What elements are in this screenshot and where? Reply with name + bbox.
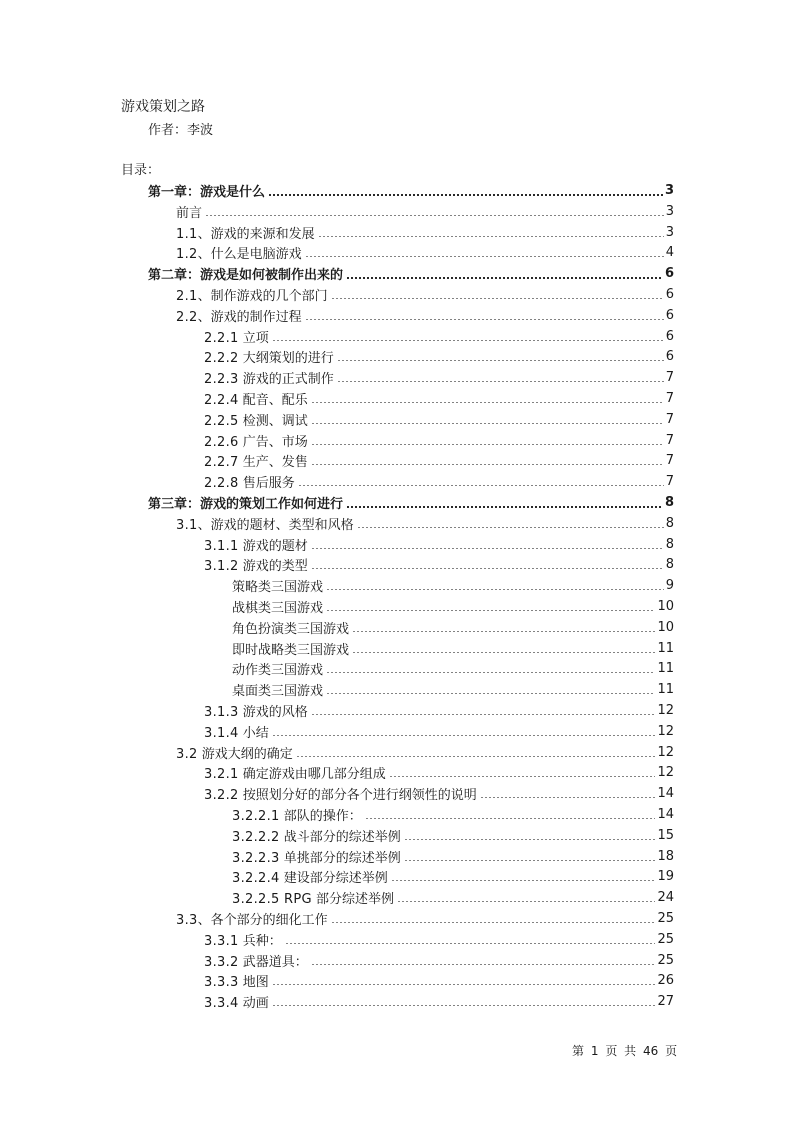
toc-entry-label: 配音、配乐 — [238, 392, 308, 408]
toc-entry[interactable] — [176, 742, 674, 762]
toc-entry[interactable] — [204, 450, 674, 470]
dot-leader — [272, 970, 656, 990]
toc-entry-page-number: 11 — [657, 681, 674, 697]
toc-entry-number: 3.1.1 — [204, 538, 239, 554]
toc-entry-page-number: 8 — [665, 515, 674, 531]
toc-entry[interactable] — [232, 658, 674, 678]
toc-entry[interactable] — [232, 866, 674, 886]
dot-leader — [298, 471, 664, 491]
toc-entry-number: 2.2.4 — [204, 392, 239, 408]
toc-entry[interactable] — [232, 596, 674, 616]
dot-leader — [311, 409, 664, 429]
toc-entry-page-number: 24 — [657, 889, 674, 905]
toc-entry-page-number: 11 — [657, 660, 674, 676]
toc-entry-title — [176, 306, 305, 325]
dot-leader — [272, 326, 664, 346]
toc-entry-number: 2.2 — [176, 309, 198, 325]
toc-entry-title — [232, 805, 365, 824]
toc-entry[interactable] — [232, 575, 674, 595]
dot-leader — [318, 222, 664, 242]
dot-leader — [311, 534, 664, 554]
toc-entry-title — [232, 826, 404, 845]
toc-entry-number: 3.2.2.1 — [232, 808, 280, 824]
toc-heading: 目录： — [121, 163, 161, 178]
toc-entry-title — [204, 992, 272, 1011]
dot-leader — [311, 950, 656, 970]
toc-entry-page-number: 8 — [665, 556, 674, 572]
toc-entry-number: 3.2.2.5 RPG — [232, 891, 312, 907]
dot-leader — [311, 450, 664, 470]
dot-leader — [365, 804, 656, 824]
toc-entry[interactable] — [204, 783, 674, 803]
toc-entry-label: 第一章：游戏是什么 — [148, 184, 266, 200]
page-footer — [572, 1042, 677, 1059]
toc-entry[interactable] — [232, 846, 674, 866]
toc-entry-label: 游戏大纲的确定 — [197, 746, 293, 762]
toc-entry-label: 建设部分综述举例 — [279, 870, 388, 886]
dot-leader — [311, 554, 664, 574]
toc-entry-page-number: 12 — [657, 702, 674, 718]
toc-entry-page-number: 3 — [664, 182, 674, 198]
toc-entry-title — [204, 951, 311, 970]
toc-entry-title — [204, 722, 272, 741]
toc-entry-title — [232, 639, 352, 658]
toc-entry-label: 、游戏的来源和发展 — [197, 226, 315, 242]
toc-entry[interactable] — [204, 346, 674, 366]
dot-leader — [389, 762, 656, 782]
toc-entry-page-number: 19 — [657, 868, 674, 884]
toc-entry[interactable] — [204, 762, 674, 782]
toc-chapter-entry[interactable] — [148, 492, 674, 512]
document-author: 作者：李波 — [148, 123, 214, 138]
toc-entry-number: 3.1.2 — [204, 558, 239, 574]
toc-entry-number: 3.2.2.3 — [232, 850, 280, 866]
toc-entry[interactable] — [204, 929, 674, 949]
toc-entry[interactable] — [232, 617, 674, 637]
toc-entry-label: 确定游戏由哪几部分组成 — [238, 766, 386, 782]
dot-leader — [337, 346, 664, 366]
dot-leader — [326, 679, 655, 699]
toc-entry-label: 生产、发售 — [238, 454, 308, 470]
toc-entry-title — [204, 763, 389, 782]
document-title: 游戏策划之路 — [121, 99, 205, 115]
dot-leader — [331, 908, 656, 928]
toc-entry[interactable] — [204, 554, 674, 574]
toc-entry-title — [204, 410, 311, 429]
toc-entry[interactable] — [232, 638, 674, 658]
toc-entry-label: 第二章：游戏是如何被制作出来的 — [148, 267, 344, 283]
dot-leader — [404, 825, 656, 845]
dot-leader — [346, 263, 663, 283]
toc-entry-title — [232, 618, 352, 637]
dot-leader — [268, 180, 663, 200]
toc-entry-page-number: 6 — [665, 307, 674, 323]
toc-entry-label: 地图 — [238, 974, 269, 990]
toc-entry-number: 3.3.1 — [204, 933, 239, 949]
toc-entry-label: 大纲策划的进行 — [238, 350, 334, 366]
dot-leader — [404, 846, 656, 866]
toc-entry[interactable] — [204, 430, 674, 450]
toc-entry-page-number: 3 — [665, 224, 674, 240]
toc-entry-label: 、各个部分的细化工作 — [197, 912, 328, 928]
toc-entry-title — [176, 743, 296, 762]
toc-entry-label: 售后服务 — [238, 475, 295, 491]
toc-entry-page-number: 7 — [665, 390, 674, 406]
dot-leader — [205, 201, 664, 221]
dot-leader — [352, 617, 655, 637]
toc-entry-page-number: 12 — [657, 723, 674, 739]
toc-entry-title — [204, 368, 337, 387]
toc-entry-title — [204, 347, 337, 366]
toc-entry-label: 第三章：游戏的策划工作如何进行 — [148, 496, 344, 512]
toc-entry[interactable] — [204, 388, 674, 408]
toc-entry-title — [176, 909, 331, 928]
toc-entry-page-number: 18 — [657, 848, 674, 864]
toc-entry-number: 3.2.2 — [204, 787, 239, 803]
toc-entry-title — [204, 555, 311, 574]
toc-entry-number: 2.2.7 — [204, 454, 239, 470]
toc-entry-label: 游戏的题材 — [238, 538, 308, 554]
toc-entry-title — [176, 223, 318, 242]
toc-entry-number: 3.1.3 — [204, 704, 239, 720]
toc-entry-number: 3.3.3 — [204, 974, 239, 990]
toc-entry-label: 前言 — [176, 205, 203, 221]
toc-entry-title — [204, 327, 272, 346]
toc-entry-label: 动作类三国游戏 — [232, 662, 324, 678]
toc-entry[interactable] — [204, 471, 674, 491]
toc-entry-title — [232, 576, 326, 595]
toc-entry-title — [232, 888, 397, 907]
toc-entry-page-number: 6 — [665, 286, 674, 302]
dot-leader — [311, 700, 656, 720]
footer-prefix: 第 — [572, 1044, 585, 1058]
toc-entry-label: 兵种： — [238, 933, 282, 949]
toc-entry-page-number: 12 — [657, 744, 674, 760]
toc-entry-number: 2.2.6 — [204, 434, 239, 450]
toc-entry[interactable] — [204, 409, 674, 429]
dot-leader — [397, 887, 655, 907]
toc-entry-title — [232, 659, 326, 678]
toc-entry-title — [204, 431, 311, 450]
dot-leader — [480, 783, 656, 803]
dot-leader — [391, 866, 656, 886]
toc-entry-number: 3.1 — [176, 517, 198, 533]
toc-entry-page-number: 6 — [664, 265, 674, 281]
dot-leader — [305, 242, 664, 262]
toc-entry-number: 3.1.4 — [204, 725, 239, 741]
toc-entry[interactable] — [204, 367, 674, 387]
toc-entry-page-number: 10 — [657, 619, 674, 635]
toc-entry-page-number: 7 — [665, 452, 674, 468]
toc-entry-page-number: 15 — [657, 827, 674, 843]
dot-leader — [346, 492, 663, 512]
toc-entry[interactable] — [204, 991, 674, 1011]
toc-entry[interactable] — [176, 222, 674, 242]
dot-leader — [285, 929, 656, 949]
toc-entry-label: 立项 — [238, 330, 269, 346]
toc-entry-number: 2.1 — [176, 288, 198, 304]
toc-entry-label: 、什么是电脑游戏 — [197, 246, 302, 262]
toc-entry-page-number: 25 — [657, 910, 674, 926]
toc-entry-title — [176, 514, 357, 533]
toc-entry-page-number: 25 — [657, 931, 674, 947]
dot-leader — [305, 305, 664, 325]
toc-entry-page-number: 27 — [657, 993, 674, 1009]
toc-entry-title — [176, 202, 205, 221]
toc-entry-title — [204, 389, 311, 408]
toc-entry[interactable] — [176, 513, 674, 533]
toc-entry-label: 战斗部分的综述举例 — [279, 829, 401, 845]
toc-entry[interactable] — [204, 970, 674, 990]
current-page-number: 1 — [590, 1044, 599, 1058]
toc-entry-number: 2.2.2 — [204, 350, 239, 366]
dot-leader — [337, 367, 664, 387]
footer-suffix: 页 — [665, 1044, 678, 1058]
toc-entry-title — [204, 701, 311, 720]
toc-entry-title — [204, 971, 272, 990]
toc-entry-label: 角色扮演类三国游戏 — [232, 621, 350, 637]
toc-entry-page-number: 6 — [665, 348, 674, 364]
toc-entry-label: 、游戏的制作过程 — [197, 309, 302, 325]
toc-entry-number: 2.2.1 — [204, 330, 239, 346]
toc-entry-page-number: 7 — [665, 369, 674, 385]
toc-entry-label: 战棋类三国游戏 — [232, 600, 324, 616]
toc-entry-page-number: 8 — [664, 494, 674, 510]
toc-entry-page-number: 14 — [657, 785, 674, 801]
toc-entry-label: 检测、调试 — [238, 413, 308, 429]
toc-entry-label: 按照划分好的部分各个进行纲领性的说明 — [238, 787, 477, 803]
dot-leader — [326, 658, 655, 678]
toc-entry-title — [148, 181, 268, 200]
toc-entry-page-number: 14 — [657, 806, 674, 822]
toc-entry-number: 3.3 — [176, 912, 198, 928]
toc-entry[interactable] — [204, 950, 674, 970]
toc-entry-label: 武器道具： — [238, 954, 308, 970]
toc-entry-number: 3.2.2.4 — [232, 870, 280, 886]
toc-entry[interactable] — [232, 825, 674, 845]
toc-chapter-entry[interactable] — [148, 263, 674, 283]
toc-entry-label: 桌面类三国游戏 — [232, 683, 324, 699]
toc-entry-title — [204, 784, 480, 803]
toc-entry[interactable] — [204, 700, 674, 720]
toc-entry-title — [232, 847, 404, 866]
toc-entry-title — [204, 930, 285, 949]
toc-entry-number: 2.2.3 — [204, 371, 239, 387]
dot-leader — [296, 742, 656, 762]
toc-entry[interactable] — [232, 887, 674, 907]
toc-entry-page-number: 26 — [657, 972, 674, 988]
toc-entry-number: 3.2.2.2 — [232, 829, 280, 845]
toc-entry-number: 3.3.2 — [204, 954, 239, 970]
toc-entry-number: 1.1 — [176, 226, 198, 242]
toc-entry-number: 2.2.5 — [204, 413, 239, 429]
toc-entry[interactable] — [176, 201, 674, 221]
toc-entry-label: 单挑部分的综述举例 — [279, 850, 401, 866]
toc-entry-page-number: 10 — [657, 598, 674, 614]
toc-entry-page-number: 7 — [665, 411, 674, 427]
toc-entry-label: 即时战略类三国游戏 — [232, 642, 350, 658]
toc-entry-title — [232, 597, 326, 616]
toc-entry-page-number: 7 — [665, 473, 674, 489]
toc-entry-title — [176, 243, 305, 262]
toc-entry-number: 3.2 — [176, 746, 198, 762]
toc-chapter-entry[interactable] — [148, 180, 674, 200]
toc-entry-title — [232, 680, 326, 699]
toc-entry-label: 广告、市场 — [238, 434, 308, 450]
toc-entry-page-number: 8 — [665, 536, 674, 552]
dot-leader — [272, 721, 656, 741]
dot-leader — [352, 638, 655, 658]
toc-entry-label: 、制作游戏的几个部门 — [197, 288, 328, 304]
toc-entry-title — [148, 264, 346, 283]
toc-entry-page-number: 3 — [665, 203, 674, 219]
toc-entry-title — [148, 493, 346, 512]
toc-entry-page-number: 6 — [665, 328, 674, 344]
toc-entry-title — [204, 535, 311, 554]
toc-entry-title — [176, 285, 331, 304]
toc-entry-number: 1.2 — [176, 246, 198, 262]
toc-entry-label: 策略类三国游戏 — [232, 579, 324, 595]
toc-entry-number: 3.2.1 — [204, 766, 239, 782]
toc-entry[interactable] — [232, 679, 674, 699]
toc-entry-title — [232, 867, 391, 886]
toc-entry-page-number: 9 — [665, 577, 674, 593]
toc-entry-label: 部队的操作： — [279, 808, 362, 824]
toc-entry-page-number: 11 — [657, 640, 674, 656]
dot-leader — [326, 596, 655, 616]
total-pages: 46 — [642, 1044, 659, 1058]
toc-entry-number: 3.3.4 — [204, 995, 239, 1011]
toc-entry-label: 小结 — [238, 725, 269, 741]
toc-entry-label: 游戏的类型 — [238, 558, 308, 574]
toc-entry-number: 2.2.8 — [204, 475, 239, 491]
dot-leader — [357, 513, 664, 533]
toc-entry[interactable] — [176, 305, 674, 325]
toc-entry[interactable] — [204, 534, 674, 554]
toc-entry[interactable] — [176, 908, 674, 928]
toc-entry-title — [204, 451, 311, 470]
toc-entry-page-number: 7 — [665, 432, 674, 448]
dot-leader — [326, 575, 664, 595]
toc-entry-label: 、游戏的题材、类型和风格 — [197, 517, 354, 533]
footer-middle: 页 共 — [605, 1044, 637, 1058]
toc-entry[interactable] — [204, 326, 674, 346]
toc-entry-label: 游戏的正式制作 — [238, 371, 334, 387]
toc-entry-page-number: 4 — [665, 244, 674, 260]
dot-leader — [272, 991, 656, 1011]
toc-entry-title — [204, 472, 298, 491]
toc-entry[interactable] — [204, 721, 674, 741]
toc-entry[interactable] — [232, 804, 674, 824]
dot-leader — [311, 430, 664, 450]
toc-entry-label: 游戏的风格 — [238, 704, 308, 720]
toc-entry-label: 动画 — [238, 995, 269, 1011]
toc-entry-page-number: 25 — [657, 952, 674, 968]
toc-entry-label: 部分综述举例 — [311, 891, 394, 907]
toc-entry[interactable] — [176, 284, 674, 304]
dot-leader — [311, 388, 664, 408]
dot-leader — [331, 284, 664, 304]
toc-entry[interactable] — [176, 242, 674, 262]
toc-entry-page-number: 12 — [657, 764, 674, 780]
